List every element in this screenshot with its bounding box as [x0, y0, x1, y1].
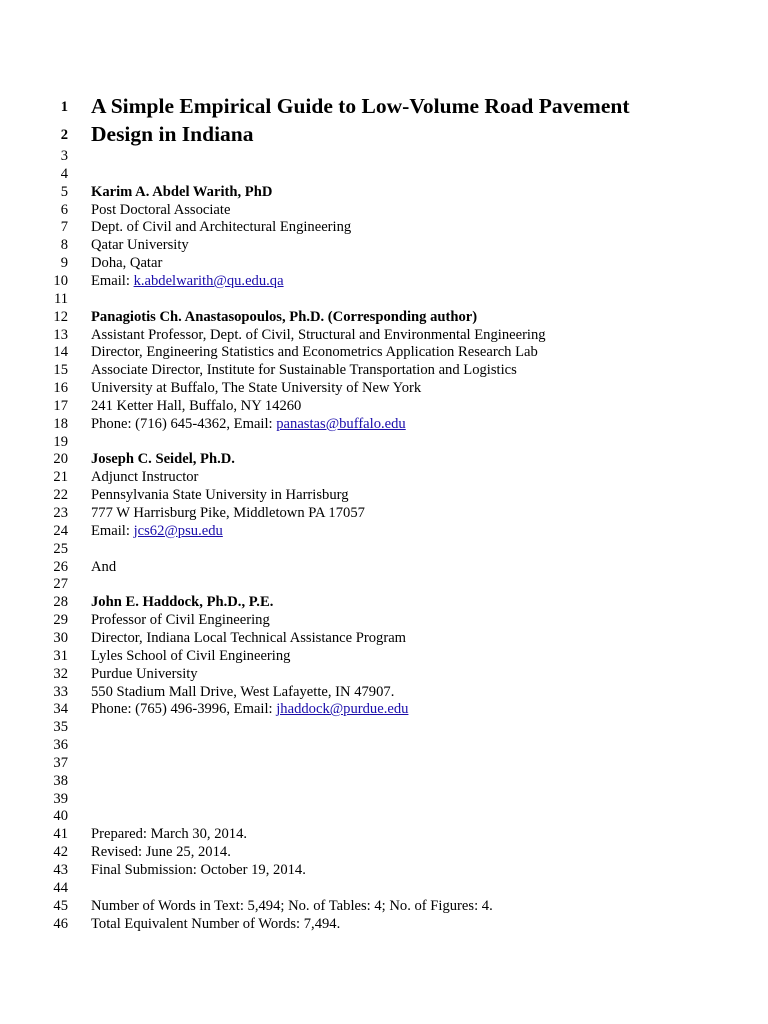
document-line	[0, 272, 768, 290]
document-line	[0, 343, 768, 361]
document-line	[0, 504, 768, 522]
document-line	[0, 486, 768, 504]
text-segment: Director, Engineering Statistics and Econometrics Application Research Lab	[91, 344, 538, 361]
line-number: 38	[53, 772, 68, 789]
line-number: 20	[53, 451, 68, 468]
text-segment: A Simple Empirical Guide to Low-Volume Road Pavement	[91, 94, 630, 118]
title-line	[0, 92, 768, 120]
line-number: 27	[53, 576, 68, 593]
text-segment: Total Equivalent Number of Words: 7,494.	[91, 915, 341, 932]
document-line	[0, 593, 768, 611]
document-line	[0, 540, 768, 558]
line-text	[91, 843, 231, 861]
email-link[interactable]: k.abdelwarith@qu.edu.qa	[133, 272, 284, 289]
line-number: 23	[53, 505, 68, 521]
document-line	[0, 558, 768, 576]
line-number: 40	[53, 808, 68, 825]
email-link[interactable]: jcs62@psu.edu	[133, 522, 223, 539]
document-line	[0, 807, 768, 825]
line-text	[91, 361, 517, 379]
line-text	[91, 593, 273, 611]
line-text	[91, 120, 254, 148]
document-line	[0, 647, 768, 665]
line-text	[91, 522, 223, 540]
text-segment: Professor of Civil Engineering	[91, 612, 270, 629]
line-text	[91, 379, 421, 397]
line-text	[91, 183, 272, 201]
line-number: 33	[53, 683, 68, 700]
line-text	[91, 647, 290, 665]
line-number: 21	[53, 469, 68, 486]
text-segment: Design in Indiana	[91, 122, 254, 146]
document-line	[0, 754, 768, 772]
line-number: 22	[53, 487, 68, 504]
document-line	[0, 611, 768, 629]
line-number: 18	[53, 415, 68, 432]
document-line	[0, 897, 768, 915]
line-number: 2	[60, 127, 68, 143]
email-link[interactable]: jhaddock@purdue.edu	[276, 701, 409, 718]
line-text	[91, 665, 198, 683]
line-text	[91, 201, 230, 219]
document-line	[0, 415, 768, 433]
line-text	[91, 272, 284, 290]
text-segment: And	[91, 558, 117, 575]
line-text	[91, 558, 116, 576]
line-number: 35	[53, 719, 68, 736]
line-number: 8	[60, 237, 68, 254]
line-number: 5	[60, 183, 68, 200]
text-segment: Adjunct Instructor	[91, 469, 199, 486]
text-segment: Email:	[91, 272, 134, 289]
document-line	[0, 433, 768, 451]
text-segment: Prepared: March 30, 2014.	[91, 826, 248, 843]
text-segment: Number of Words in Text: 5,494; No. of Tables: 4; No. of Figures: 4.	[91, 897, 493, 914]
line-text	[91, 629, 406, 647]
line-number: 24	[53, 522, 68, 539]
line-text	[91, 343, 538, 361]
document-line	[0, 825, 768, 843]
line-text	[91, 486, 349, 504]
text-segment: Purdue University	[91, 665, 198, 682]
line-text	[91, 611, 270, 629]
line-number: 7	[60, 219, 68, 236]
line-number: 36	[53, 737, 68, 754]
document-line	[0, 236, 768, 254]
line-text	[91, 326, 546, 344]
author-name: Joseph C. Seidel, Ph.D.	[91, 451, 235, 468]
document-line	[0, 718, 768, 736]
text-segment: Phone: (716) 645-4362, Email:	[91, 415, 277, 432]
line-text	[91, 861, 306, 879]
line-number: 46	[53, 915, 68, 932]
text-segment: Phone: (765) 496-3996, Email:	[91, 701, 277, 718]
text-segment: Email:	[91, 522, 134, 539]
line-number: 28	[53, 594, 68, 611]
document-line	[0, 290, 768, 308]
title-line	[0, 120, 768, 148]
document-line	[0, 772, 768, 790]
line-text	[91, 468, 198, 486]
text-segment: Dept. of Civil and Architectural Engineering	[91, 219, 352, 236]
document-line	[0, 308, 768, 326]
line-number: 34	[53, 701, 68, 718]
line-number: 12	[53, 308, 68, 325]
line-number: 25	[53, 540, 68, 557]
author-name: Karim A. Abdel Warith, PhD	[91, 183, 273, 200]
line-text	[91, 825, 247, 843]
text-segment: University at Buffalo, The State University of New York	[91, 380, 422, 397]
document-line	[0, 861, 768, 879]
text-segment: Doha, Qatar	[91, 255, 163, 272]
line-number: 43	[53, 862, 68, 878]
text-segment: 777 W Harrisburg Pike, Middletown PA 17057	[91, 505, 365, 521]
document-line	[0, 575, 768, 593]
line-number: 31	[53, 647, 68, 664]
email-link[interactable]: panastas@buffalo.edu	[276, 415, 406, 432]
document-line	[0, 629, 768, 647]
line-text	[91, 504, 365, 522]
document-line	[0, 183, 768, 201]
line-number: 29	[53, 612, 68, 629]
document-line	[0, 736, 768, 754]
line-text	[91, 415, 406, 433]
text-segment: 550 Stadium Mall Drive, West Lafayette, IN 47907.	[91, 683, 395, 700]
line-number: 41	[53, 826, 68, 843]
text-segment: Associate Director, Institute for Sustainable Transportation and Logistics	[91, 362, 517, 379]
document-line	[0, 326, 768, 344]
document-line	[0, 361, 768, 379]
line-number: 15	[53, 362, 68, 379]
line-number: 42	[53, 844, 68, 861]
line-number: 26	[53, 558, 68, 575]
text-segment: 241 Ketter Hall, Buffalo, NY 14260	[91, 397, 302, 414]
text-segment: Assistant Professor, Dept. of Civil, Structural and Environmental Engineering	[91, 326, 546, 343]
line-number: 13	[53, 326, 68, 343]
line-number: 39	[53, 790, 68, 807]
line-text	[91, 218, 351, 236]
line-text	[91, 700, 408, 718]
line-number: 19	[53, 433, 68, 450]
document-line	[0, 201, 768, 219]
text-segment: Final Submission: October 19, 2014.	[91, 862, 306, 878]
document-line	[0, 683, 768, 701]
line-text	[91, 254, 162, 272]
text-segment: Pennsylvania State University in Harrisburg	[91, 487, 349, 504]
document-line	[0, 254, 768, 272]
document-line	[0, 665, 768, 683]
line-number: 17	[53, 397, 68, 414]
line-number: 1	[60, 99, 68, 115]
line-text	[91, 450, 235, 468]
text-segment: Revised: June 25, 2014.	[91, 844, 231, 861]
line-number: 32	[53, 665, 68, 682]
document-line	[0, 450, 768, 468]
text-segment: Qatar University	[91, 237, 189, 254]
document-line	[0, 879, 768, 897]
text-segment: Director, Indiana Local Technical Assistance Program	[91, 629, 407, 646]
line-text	[91, 683, 394, 701]
document-line	[0, 147, 768, 165]
line-text	[91, 308, 477, 326]
document-line	[0, 397, 768, 415]
author-name: John E. Haddock, Ph.D., P.E.	[91, 594, 274, 611]
line-number: 10	[53, 272, 68, 289]
line-text	[91, 897, 493, 915]
line-number: 37	[53, 754, 68, 771]
line-text	[91, 915, 340, 933]
document-line	[0, 700, 768, 718]
line-number: 45	[53, 897, 68, 914]
document-line	[0, 790, 768, 808]
line-number: 4	[60, 165, 68, 182]
text-segment: Lyles School of Civil Engineering	[91, 647, 291, 664]
line-number: 6	[60, 201, 68, 218]
document-line	[0, 522, 768, 540]
line-text	[91, 236, 189, 254]
line-number: 14	[53, 344, 68, 361]
line-number: 11	[53, 290, 68, 307]
line-text	[91, 92, 630, 120]
author-name: Panagiotis Ch. Anastasopoulos, Ph.D. (Corresponding author)	[91, 308, 478, 325]
document-line	[0, 379, 768, 397]
line-number: 44	[53, 879, 68, 896]
line-number: 9	[60, 255, 68, 272]
document-line	[0, 468, 768, 486]
line-number: 16	[53, 380, 68, 397]
line-number: 3	[60, 148, 68, 164]
line-text	[91, 397, 301, 415]
document-line	[0, 915, 768, 933]
document-line	[0, 218, 768, 236]
document-line	[0, 843, 768, 861]
text-segment: Post Doctoral Associate	[91, 201, 231, 218]
document-line	[0, 165, 768, 183]
line-number: 30	[53, 629, 68, 646]
